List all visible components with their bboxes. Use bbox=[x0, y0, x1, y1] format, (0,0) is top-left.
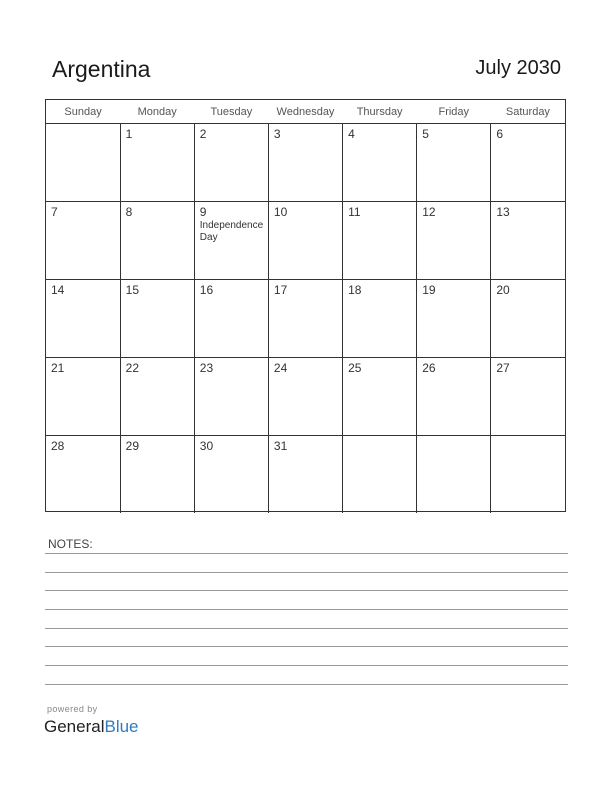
day-number: 21 bbox=[51, 361, 65, 375]
notes-line bbox=[45, 572, 568, 573]
day-cell[interactable] bbox=[46, 436, 120, 514]
day-number: 6 bbox=[496, 127, 504, 141]
day-number: 3 bbox=[273, 127, 281, 141]
day-cell[interactable] bbox=[268, 202, 342, 280]
day-number: 18 bbox=[348, 283, 362, 297]
day-cell[interactable] bbox=[46, 280, 120, 358]
day-number: 30 bbox=[199, 439, 214, 453]
day-cell[interactable] bbox=[268, 436, 342, 514]
day-cell[interactable] bbox=[417, 436, 491, 514]
logo-blue: Blue bbox=[104, 717, 139, 736]
day-number: 5 bbox=[422, 127, 429, 141]
notes-line bbox=[45, 590, 568, 591]
notes-line bbox=[45, 553, 568, 554]
day-number: 16 bbox=[199, 283, 214, 297]
day-cell[interactable] bbox=[120, 124, 194, 202]
day-number: 22 bbox=[125, 361, 139, 375]
week-row bbox=[46, 280, 565, 358]
day-number: 4 bbox=[348, 127, 355, 141]
day-cell[interactable] bbox=[194, 202, 268, 280]
notes-line bbox=[45, 628, 568, 629]
day-cell[interactable] bbox=[46, 202, 120, 280]
day-cell[interactable] bbox=[194, 358, 268, 436]
notes-line bbox=[45, 609, 568, 610]
day-cell[interactable] bbox=[46, 358, 120, 436]
day-cell[interactable] bbox=[343, 124, 417, 202]
day-cell[interactable] bbox=[194, 124, 268, 202]
day-number: 14 bbox=[51, 283, 65, 297]
day-number: 26 bbox=[422, 361, 436, 375]
day-number: 27 bbox=[496, 361, 510, 375]
day-number: 29 bbox=[125, 439, 139, 453]
day-number: 17 bbox=[273, 283, 288, 297]
generalblue-logo[interactable] bbox=[44, 717, 139, 737]
weekday-header: Tuesday bbox=[194, 100, 268, 124]
day-cell[interactable] bbox=[491, 436, 565, 514]
day-cell[interactable] bbox=[417, 124, 491, 202]
day-number: 25 bbox=[348, 361, 362, 375]
day-cell[interactable] bbox=[194, 436, 268, 514]
day-cell[interactable] bbox=[120, 436, 194, 514]
day-number: 20 bbox=[496, 283, 510, 297]
day-cell[interactable] bbox=[268, 124, 342, 202]
holiday-label: Independence Day bbox=[199, 220, 264, 243]
day-cell[interactable] bbox=[120, 358, 194, 436]
day-number: 31 bbox=[273, 439, 288, 453]
week-row bbox=[46, 358, 565, 436]
day-number: 11 bbox=[348, 205, 361, 219]
day-cell[interactable] bbox=[417, 202, 491, 280]
notes-line bbox=[45, 646, 568, 647]
day-cell[interactable] bbox=[343, 358, 417, 436]
weekday-header: Sunday bbox=[46, 100, 120, 124]
weekday-header: Monday bbox=[120, 100, 194, 124]
day-cell[interactable] bbox=[417, 280, 491, 358]
notes-line bbox=[45, 665, 568, 666]
day-number: 13 bbox=[496, 205, 510, 219]
weekday-header: Thursday bbox=[343, 100, 417, 124]
day-number: 23 bbox=[199, 361, 214, 375]
weekday-header: Wednesday bbox=[268, 100, 342, 124]
day-cell[interactable] bbox=[268, 358, 342, 436]
day-number: 12 bbox=[422, 205, 436, 219]
week-row bbox=[46, 124, 565, 202]
day-cell[interactable] bbox=[417, 358, 491, 436]
day-number: 10 bbox=[273, 205, 288, 219]
notes-label: NOTES: bbox=[48, 537, 93, 551]
day-cell[interactable] bbox=[268, 280, 342, 358]
country-title: Argentina bbox=[52, 56, 151, 82]
week-row bbox=[46, 436, 565, 514]
day-number: 1 bbox=[125, 127, 133, 141]
logo-general: General bbox=[44, 717, 105, 736]
day-number: 8 bbox=[125, 205, 133, 219]
day-cell[interactable] bbox=[343, 436, 417, 514]
day-cell[interactable] bbox=[120, 202, 194, 280]
day-cell[interactable] bbox=[491, 280, 565, 358]
month-title: July 2030 bbox=[475, 57, 561, 79]
day-number: 28 bbox=[51, 439, 65, 453]
day-cell[interactable] bbox=[194, 280, 268, 358]
day-number: 9 bbox=[199, 205, 207, 219]
notes-line bbox=[45, 684, 568, 685]
day-number: 2 bbox=[199, 127, 207, 141]
day-cell[interactable] bbox=[120, 280, 194, 358]
weekday-header: Friday bbox=[417, 100, 491, 124]
weekday-header: Saturday bbox=[491, 100, 565, 124]
day-number: 7 bbox=[51, 205, 58, 219]
week-row bbox=[46, 202, 565, 280]
day-number: 15 bbox=[125, 283, 139, 297]
day-cell[interactable] bbox=[343, 280, 417, 358]
powered-by-text: powered by bbox=[47, 704, 98, 714]
day-cell[interactable] bbox=[343, 202, 417, 280]
day-number: 19 bbox=[422, 283, 436, 297]
day-cell[interactable] bbox=[491, 358, 565, 436]
day-number: 24 bbox=[273, 361, 288, 375]
day-cell[interactable] bbox=[46, 124, 120, 202]
weekday-header-row bbox=[46, 100, 565, 124]
day-cell[interactable] bbox=[491, 124, 565, 202]
day-cell[interactable] bbox=[491, 202, 565, 280]
calendar-grid bbox=[45, 99, 566, 512]
